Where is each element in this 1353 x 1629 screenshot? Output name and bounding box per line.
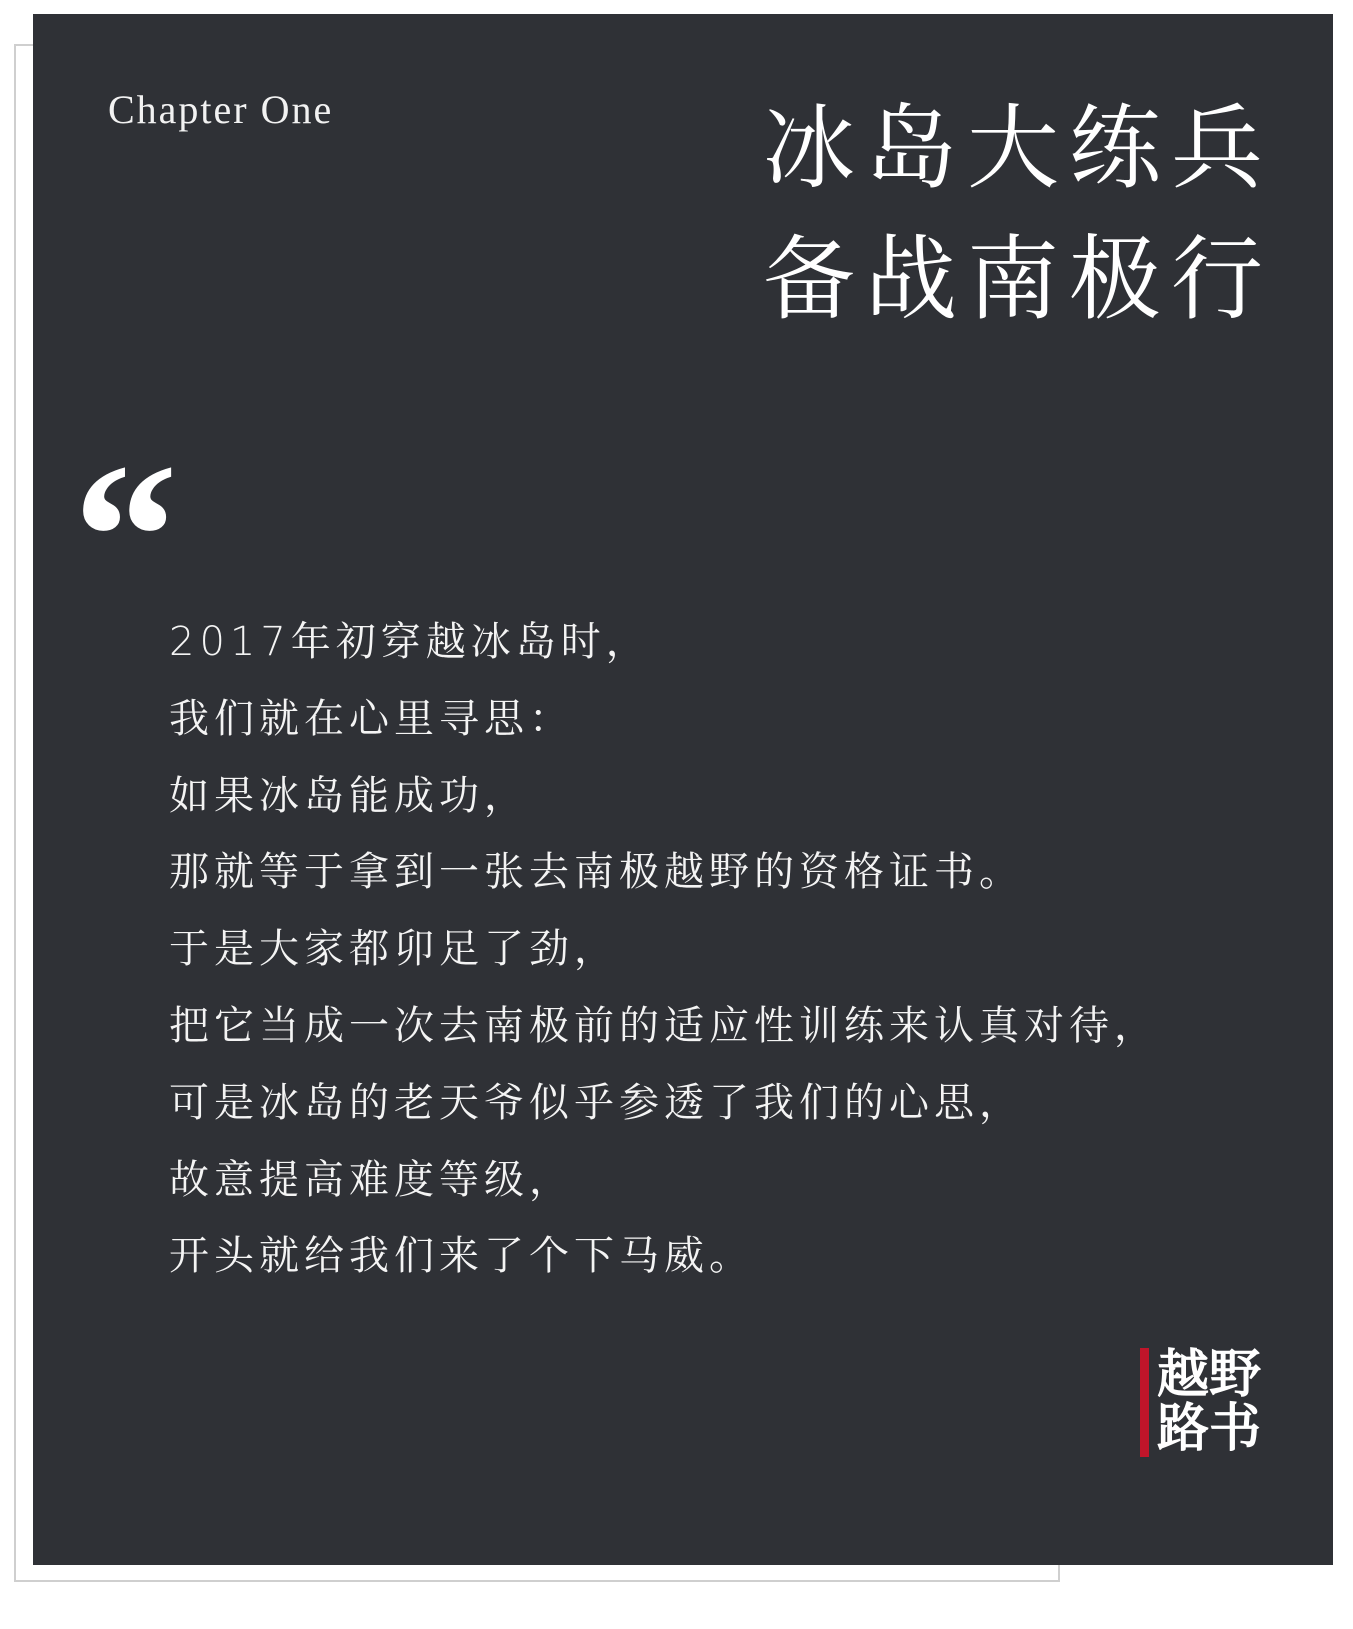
- quote-line-7: 可是冰岛的老天爷似乎参透了我们的心思，: [169, 1079, 1024, 1126]
- quotation-mark-icon: “: [73, 432, 172, 562]
- headline: [763, 84, 1273, 345]
- logo-text: [1156, 1344, 1261, 1460]
- quote-body: [169, 604, 1299, 1295]
- quote-line-2: 我们就在心里寻思：: [169, 695, 574, 742]
- quote-line-6: 把它当成一次去南极前的适应性训练来认真对待，: [169, 1002, 1159, 1049]
- quote-line-1: 2017年初穿越冰岛时，: [169, 619, 651, 665]
- logo-line-2: 路书: [1156, 1399, 1261, 1460]
- quote-line-5: 于是大家都卯足了劲，: [169, 926, 619, 973]
- chapter-label: Chapter One: [108, 87, 334, 132]
- quote-line-8: 故意提高难度等级，: [169, 1156, 574, 1203]
- headline-line-2: 备战南极行: [762, 225, 1273, 333]
- headline-line-1: 冰岛大练兵: [762, 95, 1273, 202]
- quote-line-3: 如果冰岛能成功，: [169, 772, 529, 819]
- quote-line-9: 开头就给我们来了个下马威。: [169, 1233, 754, 1280]
- logo-accent-bar: [1140, 1348, 1149, 1457]
- brand-logo: [1140, 1344, 1261, 1460]
- logo-line-1: 越野: [1156, 1344, 1261, 1405]
- dark-panel: [33, 14, 1333, 1565]
- quote-line-4: 那就等于拿到一张去南极越野的资格证书。: [169, 849, 1024, 896]
